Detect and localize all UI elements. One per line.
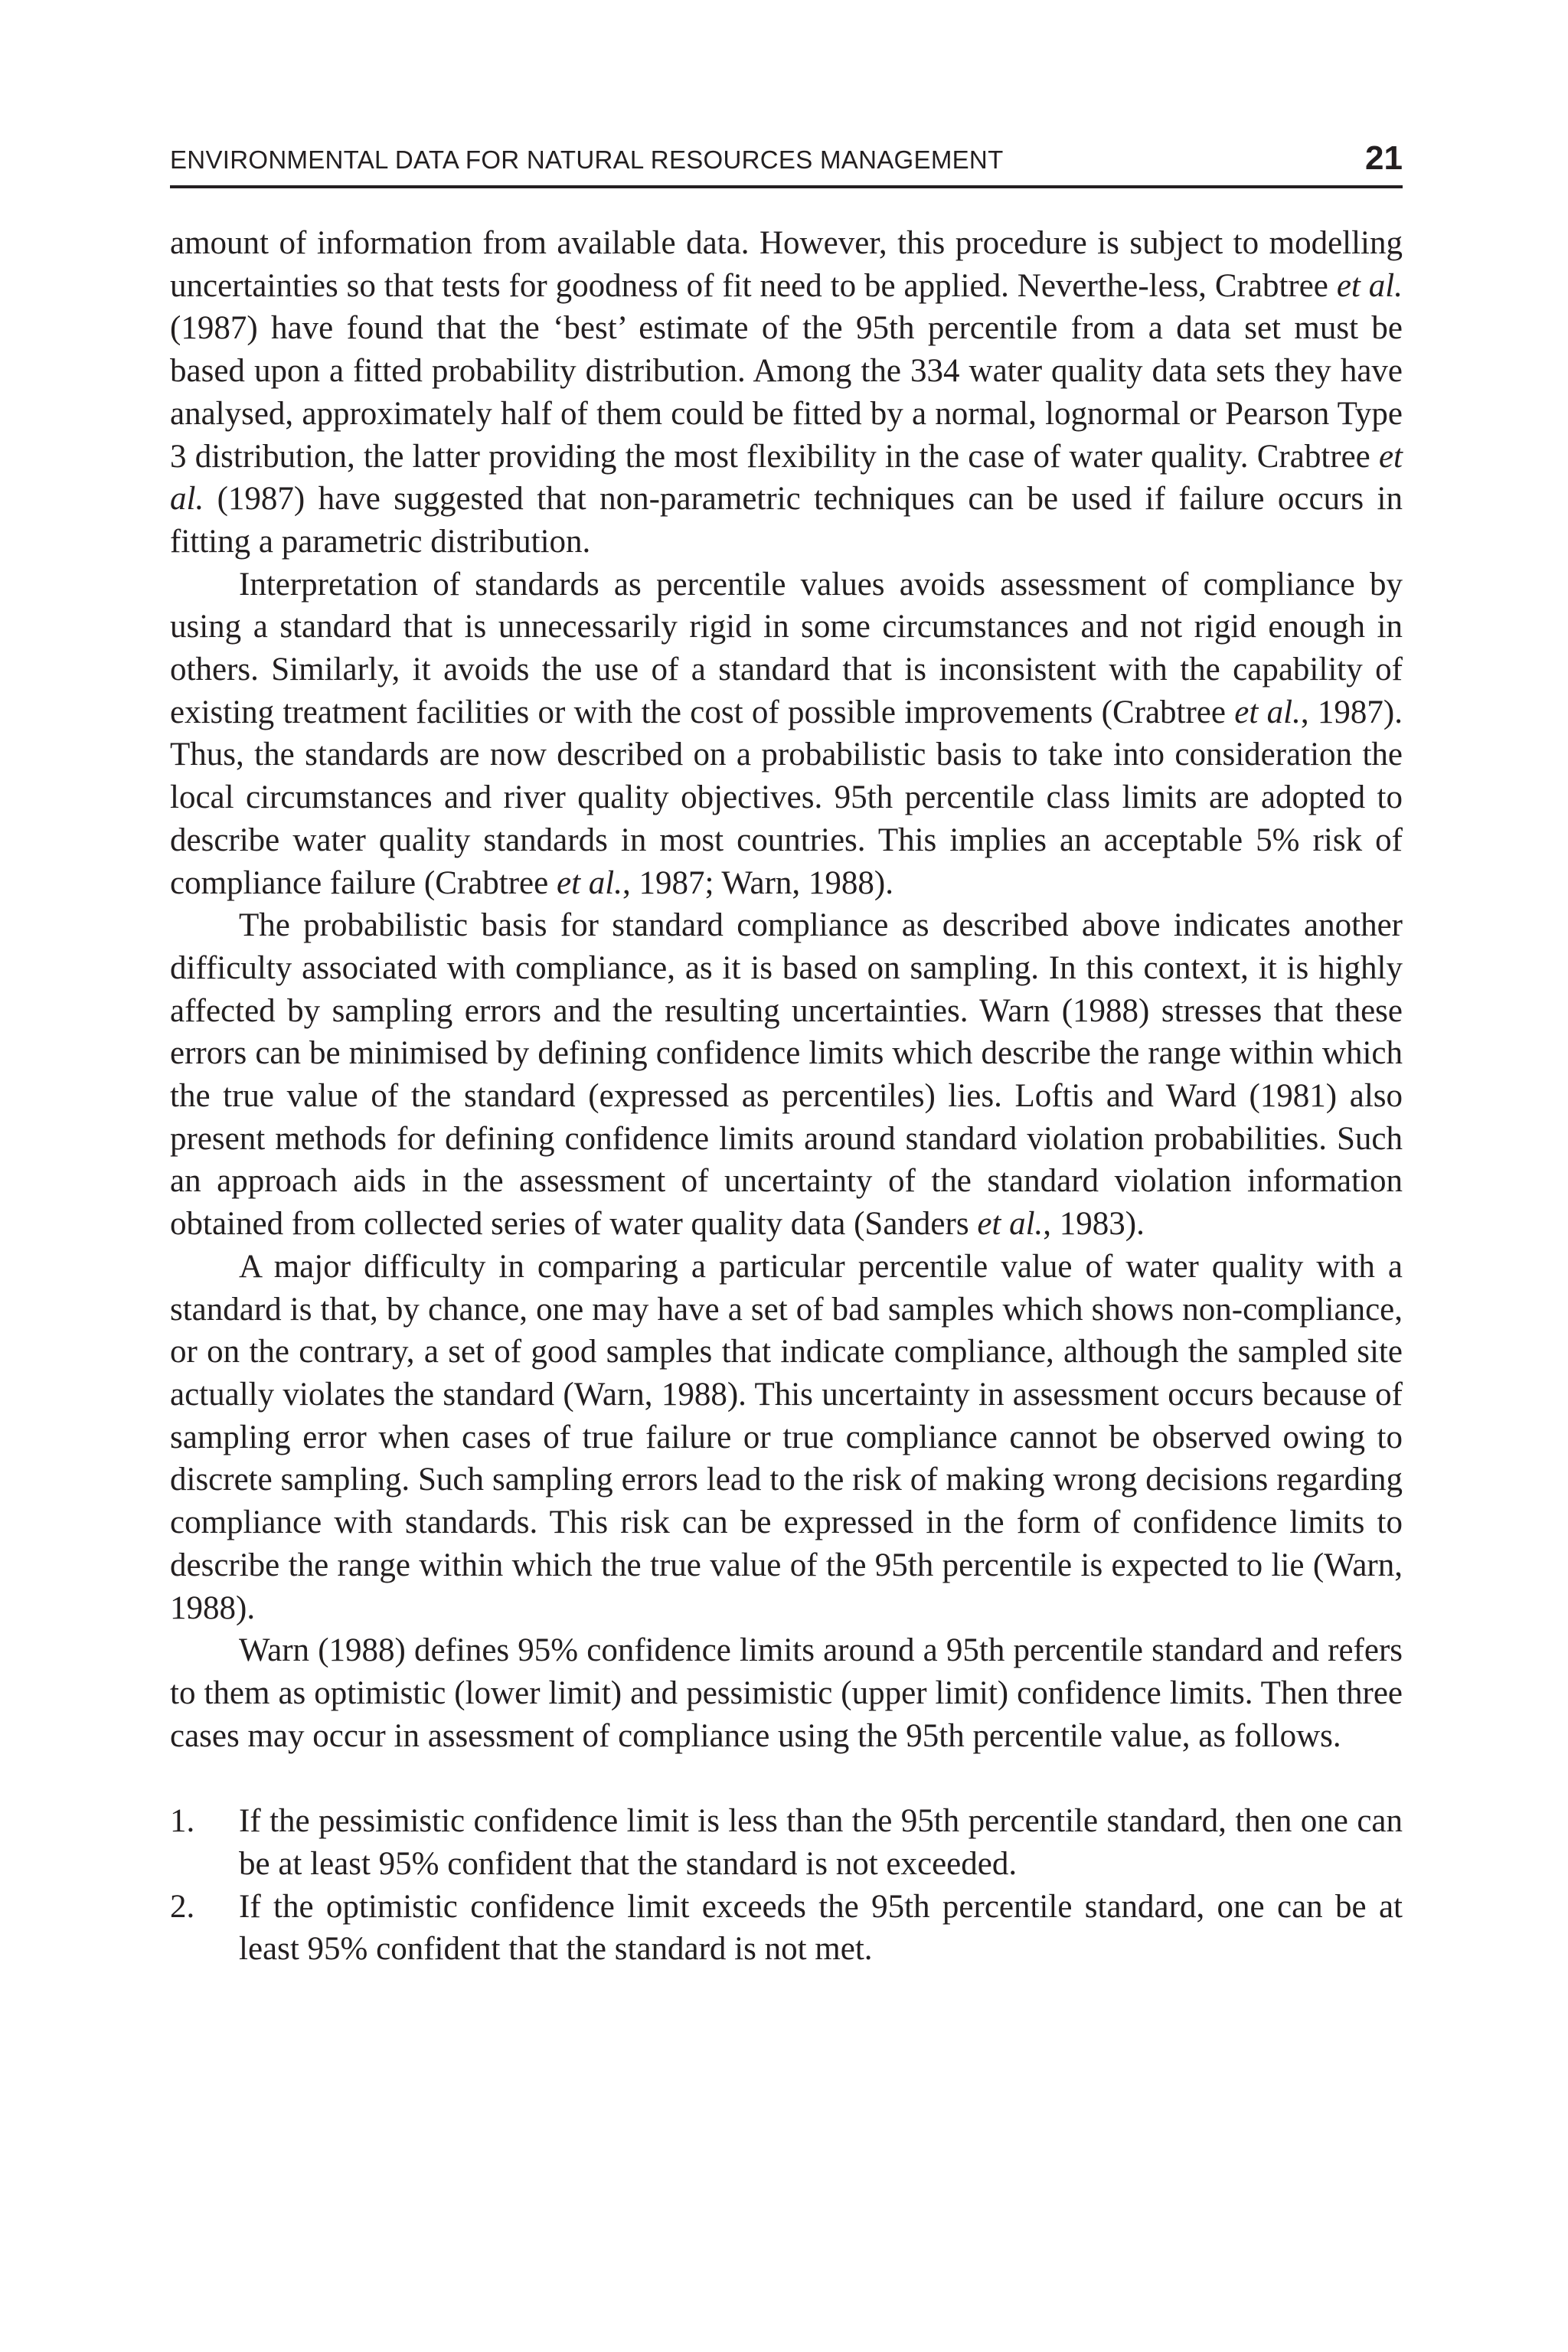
text-run: Interpretation of standards as percentile values avoids assessment of compliance by using a standard that is unnecessarily rigid in some circumstances and not rigid enough in others. Similarly, it avoids the use of a standard that is inconsistent with the capability of existing treatment facilities or with the cost of possible improvements (Crabtree xyxy=(170,566,1403,730)
italic-text: et al. xyxy=(1336,267,1403,304)
list-item-text: If the optimistic confidence limit exceeds the 95th percentile standard, one can be at least 95% confident that the standard is not met. xyxy=(239,1888,1403,1968)
body-text xyxy=(170,222,1403,1757)
running-header-title: ENVIRONMENTAL DATA FOR NATURAL RESOURCES MANAGEMENT xyxy=(170,145,1004,174)
list-item xyxy=(170,1800,1403,1885)
list-item-number: 2. xyxy=(170,1888,195,1925)
list-item-number: 1. xyxy=(170,1803,195,1840)
page-number: 21 xyxy=(1365,139,1403,177)
text-run: (1987) have suggested that non-parametric techniques can be used if failure occurs in fitting a parametric distribution. xyxy=(170,481,1403,560)
text-run: , 1983). xyxy=(1043,1206,1145,1243)
text-run: , 1987). Thus, the standards are now described on a probabilistic basis to take into consideration the local circumstances and river quality objectives. 95th percentile class limits are adopted to describe water quality standards in most countries. This implies an acceptable 5% risk of compliance failure (Crabtree xyxy=(170,694,1403,901)
italic-text: et al. xyxy=(977,1206,1044,1243)
paragraph xyxy=(170,1246,1403,1629)
numbered-list xyxy=(170,1800,1403,1971)
book-page xyxy=(170,129,1403,1971)
text-run: Warn (1988) defines 95% confidence limits around a 95th percentile standard and refers to them as optimistic (lower limit) and pessimistic (upper limit) confidence limits. Then three cases may occur in assessment of compliance using the 95th percentile value, as follows. xyxy=(170,1632,1403,1754)
list-item-text: If the pessimistic confidence limit is less than the 95th percentile standard, then one can be at least 95% confident that the standard is not exceeded. xyxy=(239,1803,1403,1883)
running-header xyxy=(170,129,1403,188)
list-item xyxy=(170,1886,1403,1971)
text-run: amount of information from available data. However, this procedure is subject to modelling uncertainties so that tests for goodness of fit need to be applied. Neverthe-less, Crabtree xyxy=(170,225,1403,304)
paragraph xyxy=(170,564,1403,905)
italic-text: et al. xyxy=(556,864,622,901)
italic-text: et al. xyxy=(170,438,1403,518)
text-run: A major difficulty in comparing a particular percentile value of water quality with a standard is that, by chance, one may have a set of bad samples which shows non-compliance, or on the contrary, a set of good samples that indicate compliance, although the sampled site actually violates the standard (Warn, 1988). This uncertainty in assessment occurs because of sampling error when cases of true failure or true compliance cannot be observed owing to discrete sampling. Such sampling errors lead to the risk of making wrong decisions regarding compliance with standards. This risk can be expressed in the form of confidence limits to describe the range within which the true value of the 95th percentile is expected to lie (Warn, 1988). xyxy=(170,1248,1403,1626)
text-run: (1987) have found that the ‘best’ estimate of the 95th percentile from a data set must be based upon a fitted probability distribution. Among the 334 water quality data sets they have analysed, approximately half of them could be fitted by a normal, lognormal or Pearson Type 3 distribution, the latter providing the most flexibility in the case of water quality. Crabtree xyxy=(170,310,1403,475)
text-run: The probabilistic basis for standard compliance as described above indicates another difficulty associated with compliance, as it is based on sampling. In this context, it is highly affected by sampling errors and the resulting uncertainties. Warn (1988) stresses that these errors can be minimised by defining confidence limits which describe the range within which the true value of the standard (expressed as percentiles) lies. Loftis and Ward (1981) also present methods for defining confidence limits around standard violation probabilities. Such an approach aids in the assessment of uncertainty of the standard violation information obtained from collected series of water quality data (Sanders xyxy=(170,907,1403,1243)
paragraph xyxy=(170,904,1403,1246)
text-run: , 1987; Warn, 1988). xyxy=(622,864,894,901)
paragraph xyxy=(170,1629,1403,1757)
paragraph xyxy=(170,222,1403,564)
italic-text: et al. xyxy=(1234,694,1301,730)
